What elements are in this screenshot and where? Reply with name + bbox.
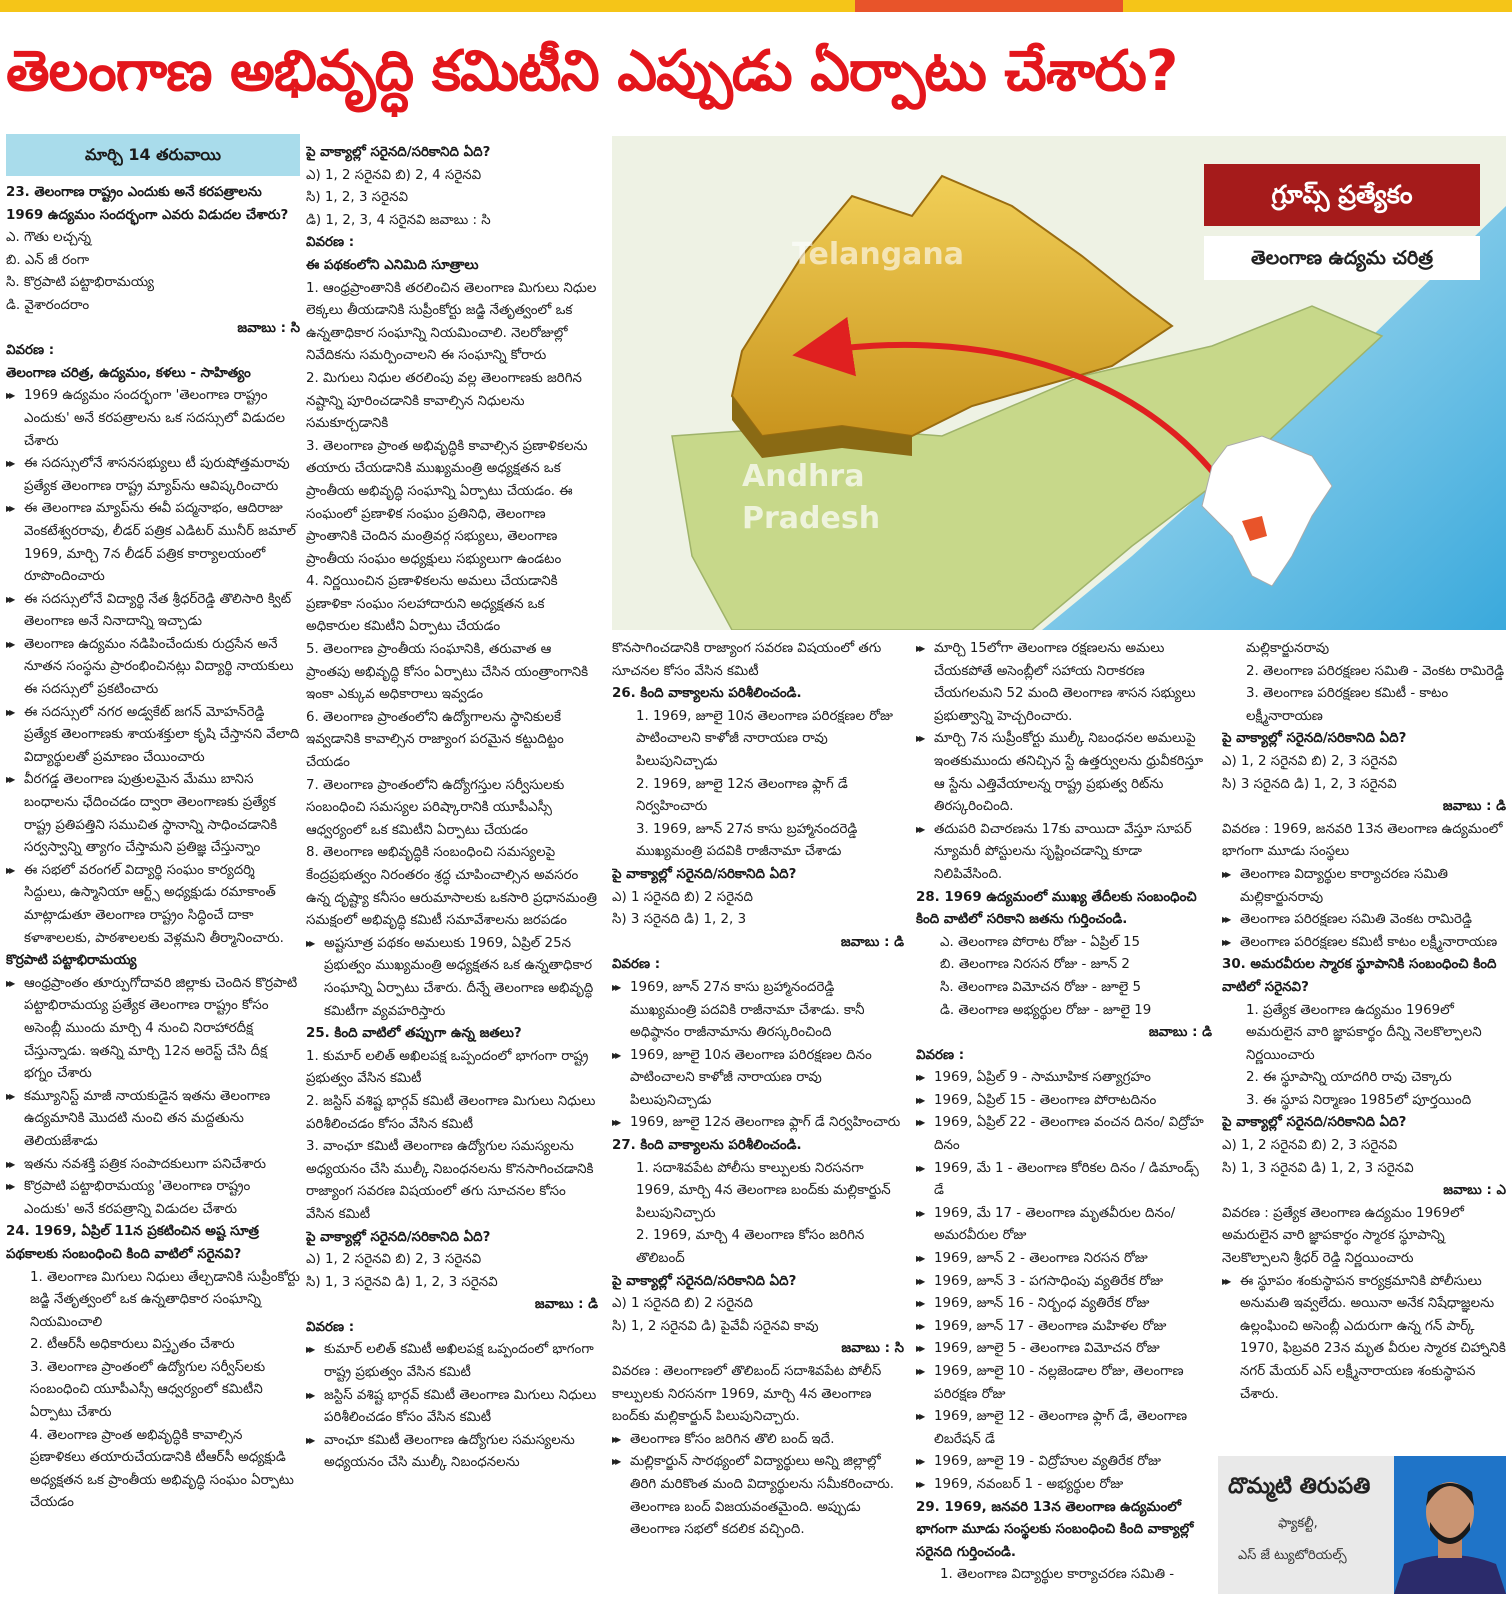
question-option: డి. తెలంగాణ అభ్యర్థుల రోజు - జూలై 19 (940, 1002, 1152, 1018)
bullet-point: ▶▶ తెలంగాణ విద్యార్థుల కార్యాచరణ సమితి మల్లికార్జునరావు (1222, 864, 1506, 909)
article-column-3 (612, 638, 904, 1594)
question-text: 28. 1969 ఉద్యమంలో ముఖ్య తేదీలకు సంబంధించి కింది వాటిలో సరికాని జతను గుర్తించండి. (916, 889, 1197, 928)
andhra-map-label-line1: Andhra (742, 459, 865, 494)
article-column-5 (1222, 638, 1506, 1450)
question-option: 2. 1969, మార్చి 4 తెలంగాణ కోసం జరిగిన తొలిబంద్‌ (636, 1228, 865, 1267)
question-text: 23. తెలంగాణ రాష్ట్రం ఎందుకు అనే కరపత్రాలను 1969 ఉద్యమం సందర్భంగా ఎవరు విడుదల చేశారు? (6, 185, 289, 223)
author-name: దొమ్మటి తిరుపతి (1228, 1474, 1371, 1499)
body-text: 6. తెలంగాణ ప్రాంతంలోని ఉద్యోగాలను స్థానికులకే ఇవ్వడానికి కావాల్సిన రాజ్యాంగ పరమైన కట్టుదిట్టం చేయడం (306, 709, 564, 771)
bullet-point: ▶▶ జస్టిస్‌ వశిష్ట భార్గవ్‌ కమిటీ తెలంగాణ మిగులు నిధులు పరిశీలించడం కోసం వేసిన కమిటీ (306, 1385, 598, 1430)
body-text: ఎ) 1, 2 సరైనవి బి) 2, 4 సరైనవి (306, 167, 482, 183)
top-section-tab (855, 0, 1123, 12)
body-text: ఎ. గౌతు లచ్చన్న (6, 230, 91, 246)
author-byline (1218, 1456, 1506, 1594)
bullet-point: ▶▶ ఈ సదస్సులో నగర అడ్వకేట్‌ జగన్‌ మోహన్‌రెడ్డి ప్రత్యేక తెలంగాణకు శాయశక్తులా కృషి చేస్తానని వేలాది విద్యార్థులతో ప్రమాణం చేయించారు (6, 702, 300, 770)
body-text: ఎ) 1, 2 సరైనవి బి) 2, 3 సరైనవి (1222, 753, 1398, 769)
body-text: 2. మిగులు నిధుల తరలింపు వల్ల తెలంగాణకు జరిగిన నష్టాన్ని పూరించడానికి కావాల్సిన నిధులను సమకూర్చడానికి (306, 370, 582, 432)
bullet-point: ▶▶ ఆంధ్రప్రాంతం తూర్పుగోదావరి జిల్లాకు చెందిన కొర్రపాటి పట్టాభిరామయ్య ప్రత్యేక తెలంగాణ రాష్ట్రం కోసం అసెంబ్లీ ముందు మార్చి 4 నుంచి నిరాహారదీక్ష చేస్తున్నాడు. ఇతన్ని మార్చి 12న అరెస్ట్‌ చేసి దీక్ష భగ్నం చేశారు (6, 973, 300, 1086)
question-option: 1. తెలంగాణ విద్యార్థుల కార్యాచరణ సమితి - (940, 1567, 1175, 1583)
bullet-point: ▶▶ 1969, జూలై 10 - నల్లజెండాల రోజు, తెలంగాణ పరిరక్షణ రోజు (916, 1361, 1212, 1406)
question-option: మల్లికార్జునరావు (1246, 641, 1330, 656)
answer-line: జవాబు : సి (237, 320, 300, 336)
body-text: 1. ఆంధ్రప్రాంతానికి తరలించిన తెలంగాణ మిగులు నిధుల లెక్కలు తీయడానికి సుప్రీంకోర్టు జడ్జి నేతృత్వంలో ఒక ఉన్నతాధికార సంఘాన్ని నియమించాలి. నెలరోజుల్లో నివేదికను సమర్పించాలని ఈ సంఘాన్ని కోరారు (306, 280, 597, 364)
bullet-point: ▶▶ 1969, మే 1 - తెలంగాణ కోరికల దినం / డిమాండ్స్‌ డే (916, 1158, 1212, 1203)
question-option: 3. తెలంగాణ ప్రాంతంలో ఉద్యోగుల సర్వీస్‌లకు సంబంధించి యూపీఎస్సీ ఆధ్వర్యంలో కమిటీని ఏర్పాటు చేశారు (30, 1359, 266, 1421)
author-role: ఫ్యాకల్టీ, (1278, 1516, 1318, 1531)
bullet-point: ▶▶ 1969, జూలై 19 - విద్రోహుల వ్యతిరేక రోజు (916, 1451, 1212, 1474)
question-text: 25. కింది వాటిలో తప్పుగా ఉన్న జతలు? (306, 1026, 522, 1042)
telangana-map-illustration (612, 136, 1506, 630)
author-organization: ఎస్‌ జే ట్యుటోరియల్స్‌ (1238, 1548, 1347, 1563)
question-option: ఎ. తెలంగాణ పోరాట రోజు - ఏప్రిల్‌ 15 (940, 934, 1141, 950)
andhra-map-label-line2: Pradesh (742, 501, 881, 536)
bullet-point: ▶▶ 1969, జూన్‌ 3 - పగసాధింపు వ్యతిరేక రోజు (916, 1271, 1212, 1294)
answer-line: జవాబు : డి (1442, 799, 1506, 815)
answer-line: జవాబు : డి (534, 1297, 598, 1313)
bullet-point: ▶▶ వీరగడ్డ తెలంగాణ పుత్రులమైన మేము బానిస బంధాలను ఛేదించడం ద్వారా తెలంగాణకు ప్రత్యేక రాష్ట్ర ప్రతిపత్తిని సముచిత స్థానాన్ని సాధించడానికి సర్వస్వాన్ని త్యాగం చేస్తామని ప్రతిజ్ఞ చేస్తున్నాం (6, 769, 300, 859)
question-text: పై వాక్యాల్లో సరైనది/సరికానిది ఏది? (1222, 1115, 1407, 1131)
question-option: 3. తెలంగాణ పరిరక్షణల కమిటీ - కాటం లక్ష్మీనారాయణ (1246, 686, 1449, 724)
body-text: సి) 1, 2, 3 సరైనవి (306, 190, 408, 206)
article-column-2 (306, 142, 598, 1594)
page-headline: తెలంగాణ అభివృద్ధి కమిటీని ఎప్పుడు ఏర్పాటు చేశారు? (6, 39, 1178, 104)
author-photo (1394, 1456, 1506, 1594)
question-text: పై వాక్యాల్లో సరైనది/సరికానిది ఏది? (306, 1229, 491, 1245)
section-heading: వివరణ : (916, 1047, 965, 1063)
bullet-point: ▶▶ 1969, జూన్‌ 27న కాసు బ్రహ్మానందరెడ్డి ముఖ్యమంత్రి పదవికి రాజీనామా చేశాడు. కానీ అధిష్ఠానం రాజీనామాను తిరస్కరించింది (612, 977, 904, 1045)
bullet-point: ▶▶ కమ్యూనిస్ట్‌ మాజీ నాయకుడైన ఇతను తెలంగాణ ఉద్యమానికి మొదటి నుంచి తన మద్దతును తెలియజేశాడు (6, 1086, 300, 1154)
question-option: 3. ఈ స్థూప నిర్మాణం 1985లో పూర్తయింది (1246, 1092, 1472, 1108)
question-text: 27. కింది వాక్యాలను పరిశీలించండి. (612, 1138, 802, 1154)
question-text: పై వాక్యాల్లో సరైనది/సరికానిది ఏది? (306, 145, 491, 160)
answer-line: జవాబు : డి (840, 934, 904, 950)
bullet-point: ▶▶ ఈ తెలంగాణ మ్యాప్‌ను ఈవీ పద్మనాభం, ఆదిరాజు వెంకటేశ్వరరావు, లీడర్‌ పత్రిక ఎడిటర్‌ మునీర్‌ జమాల్‌ 1969, మార్చి 7న లీడర్‌ పత్రిక కార్యాలయంలో రూపొందించారు (6, 498, 300, 588)
answer-line: జవాబు : డి (1148, 1025, 1212, 1041)
body-text: 3. తెలంగాణ ప్రాంత అభివృద్ధికి కావాల్సిన ప్రణాళికలను తయారు చేయడానికి ముఖ్యమంత్రి అధ్యక్షతన ఒక ప్రాంతీయ అభివృద్ధి సంఘాన్ని ఏర్పాటు చేయడం. ఈ సంఘంలో ప్రణాళిక సంఘం ప్రతినిధి, తెలంగాణ ప్రాంతానికి చెందిన మంత్రివర్గ సభ్యులు, తెలంగాణ ప్రాంతీయ సంఘం అధ్యక్షులు సభ్యులుగా ఉండటం (306, 438, 588, 567)
question-text: 26. కింది వాక్యాలను పరిశీలించండి. (612, 686, 802, 702)
question-option: 1. సదాశివపేట పోలీసు కాల్పులకు నిరసనగా 1969, మార్చి 4న తెలంగాణ బంద్‌కు మల్లికార్జున్‌ పిలుపునిచ్చారు (636, 1160, 891, 1221)
body-text: బి. ఎన్‌ జీ రంగా (6, 252, 90, 268)
top-color-bar (0, 0, 1512, 12)
question-option: సి. తెలంగాణ విమోచన రోజు - జూలై 5 (940, 979, 1142, 995)
body-text: సి) 3 సరైనది డి) 1, 2, 3 సరైనవి (1222, 776, 1397, 792)
question-option: 1. తెలంగాణ మిగులు నిధులు తేల్చడానికి సుప్రీంకోర్టు జడ్జి నేతృత్వంలో ఒక ఉన్నతాధికార సంఘాన్ని నియమించాలి (30, 1269, 300, 1330)
question-option: 1. 1969, జూలై 10న తెలంగాణ పరిరక్షణల రోజు పాటించాలని కాళోజీ నారాయణ రావు పిలుపునిచ్చాడు (636, 708, 893, 769)
body-text: వివరణ : ప్రత్యేక తెలంగాణ ఉద్యమం 1969లో అమరులైన వారి జ్ఞాపకార్థం స్మారక స్థూపాన్ని నెలకొల్పాలని శ్రీధర్‌ రెడ్డి నిర్ణయించారు (1222, 1205, 1464, 1267)
body-text: ఎ) 1 సరైనది బి) 2 సరైనది (612, 1296, 754, 1312)
bullet-point: ▶▶ 1969, జూన్‌ 16 - నిర్బంధ వ్యతిరేక రోజు (916, 1293, 1212, 1316)
bullet-point: ▶▶ వాంఛూ కమిటీ తెలంగాణ ఉద్యోగుల సమస్యలను అధ్యయనం చేసి ముల్కీ నిబంధనలను (306, 1430, 598, 1475)
question-text: పై వాక్యాల్లో సరైనది/సరికానిది ఏది? (1222, 731, 1407, 747)
question-option: 3. 1969, జూన్‌ 27న కాసు బ్రహ్మానందరెడ్డి ముఖ్యమంత్రి పదవికి రాజీనామా చేశాడు (636, 821, 858, 860)
body-text: సి) 3 సరైనది డి) 1, 2, 3 (612, 912, 747, 928)
bullet-point: ▶▶ కొర్రపాటి పట్టాభిరామయ్య 'తెలంగాణ రాష్ట్రం ఎందుకు' అనే కరపత్రాన్ని విడుదల చేశారు (6, 1176, 300, 1221)
question-option: 2. తెలంగాణ పరిరక్షణల సమితి - వెంకట రామిరెడ్డి (1246, 663, 1505, 679)
question-option: బి. తెలంగాణ నిరసన రోజు - జూన్‌ 2 (940, 957, 1130, 973)
bullet-point: ▶▶ తెలంగాణ కోసం జరిగిన తొలి బంద్‌ ఇదే. (612, 1429, 904, 1452)
section-heading: కొర్రపాటి పట్టాభిరామయ్య (6, 953, 137, 969)
bullet-point: ▶▶ మల్లికార్జున్‌ సారథ్యంలో విద్యార్థులు అన్ని జిల్లాల్లో తిరిగి మరికొంత మంది విద్యార్థులను సమీకరించారు. తెలంగాణ బంద్‌ విజయవంతమైంది. అప్పుడు తెలంగాణ సభలో కదలిక వచ్చింది. (612, 1451, 904, 1541)
body-text: సి) 1, 3 సరైనవి డి) 1, 2, 3 సరైనవి (306, 1274, 498, 1290)
bullet-point: ▶▶ మార్చి 7న సుప్రీంకోర్టు ముల్కీ నిబంధనల అమలుపై ఇంతకుముందు తనిచ్చిన స్టే ఉత్తర్వులను ధ్రువీకరిస్తూ ఆ స్టేను ఎత్తివేయాలన్న రాష్ట్ర ప్రభుత్వ రిట్‌ను తిరస్కరించింది. (916, 728, 1212, 818)
bullet-point: ▶▶ 1969, జూలై 12 - తెలంగాణ ఫ్లాగ్‌ డే, తెలంగాణ లిబరేషన్‌ డే (916, 1406, 1212, 1451)
body-text: 7. తెలంగాణ ప్రాంతంలోని ఉద్యోగస్తుల సర్వీసులకు సంబంధించి సమస్యల పరిష్కారానికి యూపీఎస్సీ ఆధ్వర్యంలో ఒక కమిటీని ఏర్పాటు చేయడం (306, 777, 565, 838)
answer-line: జవాబు : సి (841, 1341, 904, 1357)
movement-history-subtitle: తెలంగాణ ఉద్యమ చరిత్ర (1204, 236, 1480, 280)
bullet-point: ▶▶ 1969, జూలై 5 - తెలంగాణ విమోచన రోజు (916, 1338, 1212, 1361)
section-heading: ఈ పథకంలోని ఎనిమిది సూత్రాలు (306, 257, 479, 273)
bullet-point: ▶▶ ఈ సదస్సులోనే శాసనసభ్యులు టీ పురుషోత్తమరావు ప్రత్యేక తెలంగాణ రాష్ట్ర మ్యాప్‌ను ఆవిష్కరించారు (6, 453, 300, 498)
bullet-point: ▶▶ ఈ సదస్సులోనే విద్యార్థి నేత శ్రీధర్‌రెడ్డి తొలిసారి క్విట్‌ తెలంగాణ అనే నినాదాన్ని ఇచ్చాడు (6, 589, 300, 634)
question-option: 2. 1969, జూలై 12న తెలంగాణ ఫ్లాగ్‌ డే నిర్వహించారు (636, 776, 848, 815)
body-text: 8. తెలంగాణ అభివృద్ధికి సంబంధించి సమస్యలపై కేంద్రప్రభుత్వం నిరంతరం శ్రద్ధ చూపించాల్సిన అవసరం ఉన్న దృష్ట్యా కనీసం ఆరుమాసాలకు ఒకసారి ప్రధానమంత్రి సమక్షంలో అభివృద్ధి కమిటీ సమావేశాలను జరపడం (306, 845, 597, 929)
article-column-4 (916, 638, 1212, 1594)
body-text: 4. నిర్ణయించిన ప్రణాళికలను అమలు చేయడానికి ప్రణాళికా సంఘం సలహాదారుని అధ్యక్షతన ఒక అధికారుల కమిటీని ఏర్పాటు చేయడం (306, 574, 558, 635)
bullet-point: ▶▶ అష్టసూత్ర పథకం అమలుకు 1969, ఏప్రిల్‌ 25న ప్రభుత్వం ముఖ్యమంత్రి అధ్యక్షతన ఒక ఉన్నతాధికార సంఘాన్ని ఏర్పాటు చేశారు. దీన్నే తెలంగాణ అభివృద్ధి కమిటీగా వ్యవహరిస్తారు (306, 933, 598, 1023)
question-text: పై వాక్యాల్లో సరైనది/సరికానిది ఏది? (612, 1273, 797, 1289)
body-text: వివరణ : 1969, జనవరి 13న తెలంగాణ ఉద్యమంలో భాగంగా మూడు సంస్థలు (1222, 821, 1503, 860)
bullet-point: ▶▶ 1969 ఉద్యమం సందర్భంగా 'తెలంగాణ రాష్ట్రం ఎందుకు' అనే కరపత్రాలను ఒక సదస్సులో విడుదల చేశారు (6, 385, 300, 453)
body-text: వివరణ : తెలంగాణలో తొలిబంద్‌ సదాశివపేట పోలీస్‌ కాల్పులకు నిరసనగా 1969, మార్చి 4న తెలంగాణ బంద్‌కు మల్లికార్జున్‌ పిలుపునిచ్చారు. (612, 1364, 882, 1425)
body-text: ఎ) 1 సరైనది బి) 2 సరైనది (612, 889, 754, 905)
body-text: ఎ) 1, 2 సరైనవి బి) 2, 3 సరైనవి (306, 1252, 482, 1268)
body-text: 3. వాంఛూ కమిటీ తెలంగాణ ఉద్యోగుల సమస్యలను అధ్యయనం చేసి ముల్కీ నిబంధనలను కొనసాగించడానికి రాజ్యాంగ సవరణ విషయంలో తగు సూచనల కోసం వేసిన కమిటీ (306, 1139, 594, 1222)
body-text: 2. జస్టిస్‌ వశిష్ట భార్గవ్‌ కమిటీ తెలంగాణ మిగులు నిధులు పరిశీలించడం కోసం వేసిన కమిటీ (306, 1093, 596, 1132)
body-text: సి. కొర్రపాటి పట్టాభిరామయ్య (6, 275, 155, 291)
question-option: 2. టీఆర్‌సీ అధికారులు విస్తృతం చేశారు (30, 1337, 235, 1353)
body-text: 5. తెలంగాణ ప్రాంతీయ సంఘానికి, తరువాత ఆ ప్రాంతపు అభివృద్ధి కోసం ఏర్పాటు చేసిన యంత్రాంగానికి ఇంకా ఎక్కువ అధికారాలు ఇవ్వడం (306, 642, 589, 703)
body-text: కొనసాగించడానికి రాజ్యాంగ సవరణ విషయంలో తగు సూచనల కోసం వేసిన కమిటీ (612, 641, 882, 679)
bullet-point: ▶▶ కుమార్‌ లలిత్‌ కమిటీ అఖిలపక్ష ఒప్పందంలో భాగంగా రాష్ట్ర ప్రభుత్వం వేసిన కమిటీ (306, 1339, 598, 1384)
body-text: డి. వైశారందరాం (6, 297, 90, 313)
body-text: 1. కుమార్‌ లలిత్‌ అఖిలపక్ష ఒప్పందంలో భాగంగా రాష్ట్ర ప్రభుత్వం వేసిన కమిటీ (306, 1048, 589, 1087)
groups-special-badge: గ్రూప్స్‌ ప్రత్యేకం (1204, 164, 1480, 226)
bullet-point: ▶▶ 1969, జూలై 12న తెలంగాణ ఫ్లాగ్‌ డే నిర్వహించారు (612, 1112, 904, 1135)
question-text: పై వాక్యాల్లో సరైనది/సరికానిది ఏది? (612, 866, 797, 882)
bullet-point: ▶▶ 1969, జూన్‌ 2 - తెలంగాణ నిరసన రోజు (916, 1248, 1212, 1271)
question-text: 24. 1969, ఏప్రిల్‌ 11న ప్రకటించిన అష్ట సూత్ర పథకాలకు సంబంధించి కింది వాటిలో సరైనవి? (6, 1224, 259, 1262)
bullet-point: ▶▶ 1969, ఏప్రిల్‌ 22 - తెలంగాణ వంచన దినం/ విద్రోహ దినం (916, 1112, 1212, 1157)
body-text: ఎ) 1, 2 సరైనవి బి) 2, 3 సరైనవి (1222, 1138, 1398, 1154)
bullet-point: ▶▶ 1969, ఏప్రిల్‌ 9 - సామూహిక సత్యాగ్రహం (916, 1067, 1212, 1090)
body-text: డి) 1, 2, 3, 4 సరైనవి జవాబు : సి (306, 212, 491, 228)
bullet-point: ▶▶ తెలంగాణ పరిరక్షణల కమిటీ కాటం లక్ష్మీనారాయణ (1222, 932, 1506, 955)
bullet-point: ▶▶ 1969, మే 17 - తెలంగాణ మృతవీరుల దినం/ అమరవీరుల రోజు (916, 1203, 1212, 1248)
answer-line: జవాబు : ఎ (1443, 1183, 1506, 1199)
section-heading: వివరణ : (612, 957, 661, 973)
section-heading: వివరణ : (6, 343, 55, 359)
telangana-map-label: Telangana (792, 237, 965, 272)
question-option: 1. ప్రత్యేక తెలంగాణ ఉద్యమం 1969లో అమరులైన వారి జ్ఞాపకార్థం దీన్ని నెలకొల్పాలని నిర్ణయించారు (1246, 1002, 1482, 1063)
bullet-point: ▶▶ ఈ సభలో వరంగల్‌ విద్యార్థి సంఘం కార్యదర్శి సిద్దులు, ఉస్మానియా ఆర్ట్స్‌ అధ్యక్షుడు రమాకాంత్‌ మాట్లాడుతూ తెలంగాణ రాష్ట్రం సిద్ధించే దాకా కళాశాలలకు, పాఠశాలలకు వెళ్లమని తీర్మానించారు. (6, 860, 300, 950)
question-option: 4. తెలంగాణ ప్రాంత అభివృద్ధికి కావాల్సిన ప్రణాళికలు తయారుచేయడానికి టీఆర్‌సీ అధ్యక్షుడి అధ్యక్షతన ఒక ప్రాంతీయ అభివృద్ధి సంఘం ఏర్పాటు చేయడం (30, 1427, 294, 1511)
bullet-point: ▶▶ 1969, ఏప్రిల్‌ 15 - తెలంగాణ పోరాటదినం (916, 1090, 1212, 1113)
bullet-point: ▶▶ మార్చి 15లోగా తెలంగాణ రక్షణలను అమలు చేయకపోతే అసెంబ్లీలో సహాయ నిరాకరణ చేయగలమని 52 మంది తెలంగాణ శాసన సభ్యులు ప్రభుత్వాన్ని హెచ్చరించారు. (916, 638, 1212, 728)
bullet-point: ▶▶ ఇతను నవశక్తి పత్రిక సంపాదకులుగా పనిచేశారు (6, 1154, 300, 1177)
section-heading: వివరణ : (306, 235, 355, 251)
bullet-point: ▶▶ 1969, జూలై 10న తెలంగాణ పరిరక్షణల దినం పాటించాలని కాళోజీ నారాయణ రావు పిలుపునిచ్చాడు (612, 1045, 904, 1113)
question-option: 2. ఈ స్థూపాన్ని యాదగిరి రావు చెక్కారు (1246, 1070, 1452, 1086)
body-text: సి) 1, 2 సరైనవి డి) పైవేవీ సరైనవి కావు (612, 1318, 819, 1334)
bullet-point: ▶▶ తెలంగాణ పరిరక్షణల సమితి వెంకట రామిరెడ్డి (1222, 909, 1506, 932)
bullet-point: ▶▶ తెలంగాణ ఉద్యమం నడిపించేందుకు రుద్రసేన అనే నూతన సంస్థను ప్రారంభించినట్లు విద్యార్థి నాయకులు ఈ సదస్సులో ప్రకటించారు (6, 634, 300, 702)
bullet-point: ▶▶ 1969, నవంబర్‌ 1 - అభ్యర్థుల రోజు (916, 1474, 1212, 1497)
article-column-1 (6, 134, 300, 1594)
bullet-point: ▶▶ ఈ స్థూపం శంకుస్థాపన కార్యక్రమానికి పోలీసులు అనుమతి ఇవ్వలేదు. అయినా అనేక నిషేధాజ్ఞలను ఉల్లంఘించి అసెంబ్లీ ఎదురుగా ఉన్న గన్‌ పార్క్‌ 1970, ఫిబ్రవరి 23న మృత వీరుల స్మారక చిహ్నానికి నగర్‌ మేయర్‌ ఎస్‌ లక్ష్మీనారాయణ శంకుస్థాపన చేశారు. (1222, 1271, 1506, 1407)
question-text: 30. అమరవీరుల స్మారక స్థూపానికి సంబంధించి కింది వాటిలో సరైనవి? (1222, 957, 1497, 995)
section-heading: తెలంగాణ చరిత్ర, ఉద్యమం, కళలు - సాహిత్యం (6, 365, 251, 381)
bullet-point: ▶▶ తదుపరి విచారణను 17కు వాయిదా వేస్తూ సూపర్‌ న్యూమరీ పోస్టులను సృష్టించడాన్ని కూడా నిలిపివేసింది. (916, 819, 1212, 887)
question-text: 29. 1969, జనవరి 13న తెలంగాణ ఉద్యమంలో భాగంగా మూడు సంస్థలకు సంబంధించి కింది వాక్యాల్లో సరైనది గుర్తించండి. (916, 1499, 1194, 1560)
section-heading: వివరణ : (306, 1319, 355, 1335)
bullet-point: ▶▶ 1969, జూన్‌ 17 - తెలంగాణ మహిళల రోజు (916, 1316, 1212, 1339)
body-text: సి) 1, 3 సరైనవి డి) 1, 2, 3 సరైనవి (1222, 1160, 1414, 1176)
continuation-label: మార్చి 14 తరువాయి (6, 134, 300, 176)
